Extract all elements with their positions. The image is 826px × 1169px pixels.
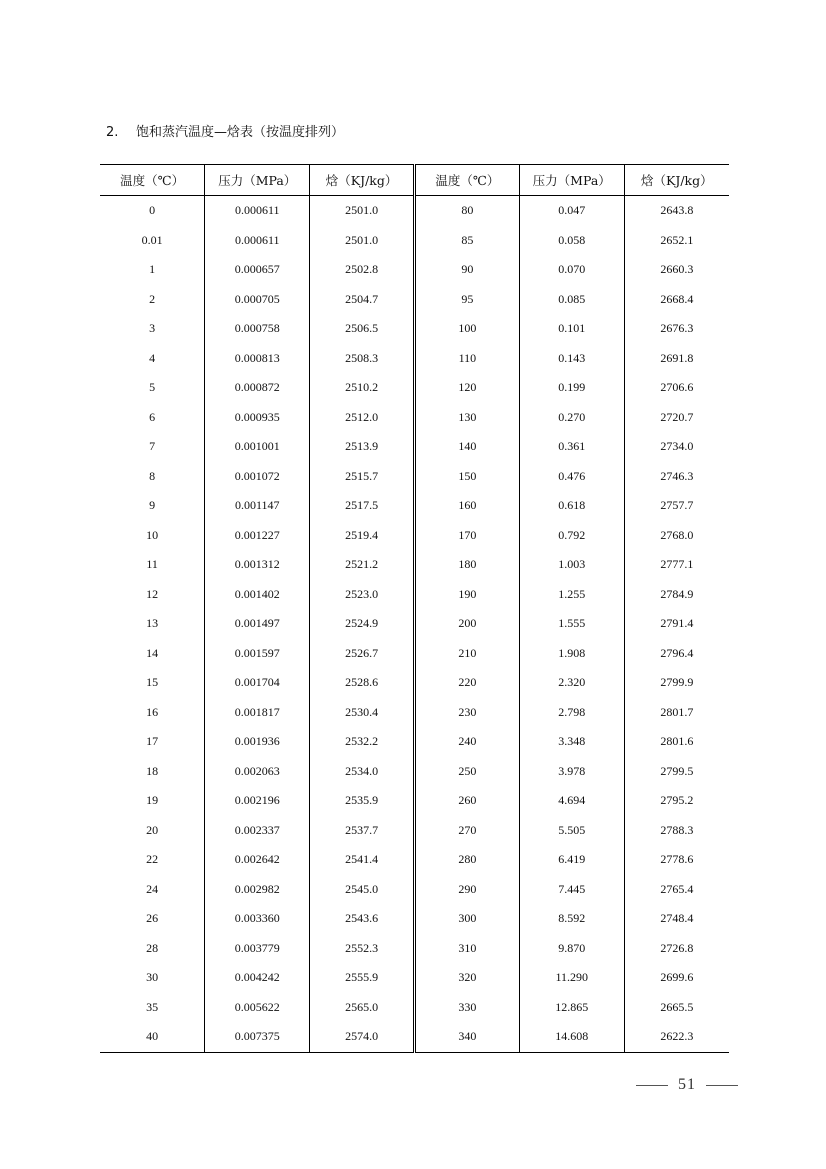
- cell-enthalpy-left: 2501.0: [310, 196, 415, 226]
- cell-enthalpy-left: 2504.7: [310, 285, 415, 315]
- cell-temperature-right: 140: [414, 432, 519, 462]
- cell-pressure-left: 0.001001: [205, 432, 310, 462]
- cell-pressure-left: 0.001704: [205, 668, 310, 698]
- cell-temperature-left: 15: [100, 668, 205, 698]
- cell-enthalpy-left: 2517.5: [310, 491, 415, 521]
- cell-enthalpy-right: 2720.7: [660, 409, 694, 424]
- cell-temperature-left: 22: [100, 845, 205, 875]
- table-row: [100, 639, 729, 669]
- cell-temperature-left: 14: [100, 639, 205, 669]
- cell-enthalpy-right: 2706.6: [660, 380, 694, 395]
- cell-temperature-right: 280: [414, 845, 519, 875]
- cell-pressure-left: 0.001312: [205, 550, 310, 580]
- cell-temperature-right: 100: [414, 314, 519, 344]
- cell-temperature-right: 170: [414, 521, 519, 551]
- cell-temperature-left: 0.01: [100, 226, 205, 256]
- header-pressure-right: 压力（MPa）: [519, 165, 624, 196]
- cell-enthalpy-right: 2757.7: [660, 498, 694, 513]
- table-row: [100, 1022, 729, 1052]
- cell-pressure-right: 9.870: [519, 934, 624, 964]
- table-row: [100, 403, 729, 433]
- cell-enthalpy-left: 2534.0: [310, 757, 415, 787]
- cell-temperature-right: 340: [414, 1022, 519, 1052]
- cell-pressure-left: 0.002642: [205, 845, 310, 875]
- cell-enthalpy-right: 2699.6: [660, 970, 694, 985]
- cell-temperature-left: 11: [100, 550, 205, 580]
- header-enthalpy-left: 焓（KJ/kg）: [310, 165, 415, 196]
- cell-pressure-right: 11.290: [519, 963, 624, 993]
- cell-temperature-left: 40: [100, 1022, 205, 1052]
- header-enthalpy-right: 焓（KJ/kg）: [624, 165, 729, 196]
- cell-enthalpy-right: 2665.5: [660, 999, 694, 1014]
- cell-temperature-left: 30: [100, 963, 205, 993]
- cell-pressure-left: 0.004242: [205, 963, 310, 993]
- cell-temperature-right: 230: [414, 698, 519, 728]
- cell-enthalpy-left: 2506.5: [310, 314, 415, 344]
- cell-temperature-left: 4: [100, 344, 205, 374]
- cell-temperature-right: 260: [414, 786, 519, 816]
- cell-pressure-right: 3.978: [519, 757, 624, 787]
- cell-temperature-right: 330: [414, 993, 519, 1023]
- cell-enthalpy-left: 2545.0: [310, 875, 415, 905]
- table-row: [100, 432, 729, 462]
- cell-enthalpy-right: 2778.6: [660, 852, 694, 867]
- table-row: [100, 344, 729, 374]
- cell-pressure-right: 8.592: [519, 904, 624, 934]
- cell-enthalpy-left: 2510.2: [310, 373, 415, 403]
- cell-temperature-right: 130: [414, 403, 519, 433]
- cell-enthalpy-right: 2765.4: [660, 881, 694, 896]
- cell-enthalpy-left: 2555.9: [310, 963, 415, 993]
- cell-temperature-left: 28: [100, 934, 205, 964]
- cell-pressure-right: 0.361: [519, 432, 624, 462]
- table-row: [100, 904, 729, 934]
- cell-pressure-left: 0.003360: [205, 904, 310, 934]
- cell-enthalpy-left: 2537.7: [310, 816, 415, 846]
- footer-dash-right: [706, 1085, 738, 1086]
- cell-pressure-left: 0.005622: [205, 993, 310, 1023]
- table-row: [100, 580, 729, 610]
- cell-enthalpy-left: 2543.6: [310, 904, 415, 934]
- cell-temperature-right: 80: [414, 196, 519, 226]
- cell-temperature-right: 210: [414, 639, 519, 669]
- cell-temperature-right: 160: [414, 491, 519, 521]
- cell-temperature-left: 3: [100, 314, 205, 344]
- cell-pressure-right: 0.047: [519, 196, 624, 226]
- cell-enthalpy-right: 2643.8: [660, 203, 694, 218]
- cell-enthalpy-right: 2796.4: [660, 645, 694, 660]
- cell-pressure-left: 0.000813: [205, 344, 310, 374]
- cell-temperature-left: 35: [100, 993, 205, 1023]
- table-row: [100, 285, 729, 315]
- cell-enthalpy-right: 2726.8: [660, 940, 694, 955]
- cell-temperature-left: 12: [100, 580, 205, 610]
- cell-pressure-left: 0.000935: [205, 403, 310, 433]
- cell-temperature-left: 20: [100, 816, 205, 846]
- cell-pressure-left: 0.001072: [205, 462, 310, 492]
- cell-pressure-right: 7.445: [519, 875, 624, 905]
- page-footer: [626, 1076, 748, 1094]
- cell-enthalpy-left: 2512.0: [310, 403, 415, 433]
- cell-temperature-right: 85: [414, 226, 519, 256]
- table-row: [100, 963, 729, 993]
- cell-temperature-right: 90: [414, 255, 519, 285]
- cell-temperature-left: 17: [100, 727, 205, 757]
- cell-enthalpy-left: 2508.3: [310, 344, 415, 374]
- cell-enthalpy-right: 2734.0: [660, 439, 694, 454]
- cell-pressure-right: 0.476: [519, 462, 624, 492]
- section-number: 2.: [106, 125, 119, 140]
- table-row: [100, 550, 729, 580]
- cell-pressure-left: 0.001227: [205, 521, 310, 551]
- cell-enthalpy-right: 2622.3: [660, 1029, 694, 1044]
- cell-pressure-right: 0.792: [519, 521, 624, 551]
- cell-temperature-right: 250: [414, 757, 519, 787]
- cell-pressure-left: 0.000705: [205, 285, 310, 315]
- cell-temperature-left: 1: [100, 255, 205, 285]
- cell-enthalpy-right: 2801.7: [660, 704, 694, 719]
- cell-pressure-left: 0.000872: [205, 373, 310, 403]
- cell-pressure-right: 0.085: [519, 285, 624, 315]
- table-row: [100, 757, 729, 787]
- header-pressure-left: 压力（MPa）: [205, 165, 310, 196]
- cell-enthalpy-right: 2676.3: [660, 321, 694, 336]
- table-row: [100, 462, 729, 492]
- cell-enthalpy-right: 2660.3: [660, 262, 694, 277]
- cell-pressure-left: 0.000657: [205, 255, 310, 285]
- cell-enthalpy-right: 2652.1: [660, 232, 694, 247]
- cell-pressure-right: 1.003: [519, 550, 624, 580]
- table-row: [100, 845, 729, 875]
- cell-pressure-left: 0.000611: [205, 196, 310, 226]
- table-body: [100, 196, 729, 1053]
- cell-enthalpy-left: 2532.2: [310, 727, 415, 757]
- table-row: [100, 875, 729, 905]
- cell-temperature-right: 220: [414, 668, 519, 698]
- cell-temperature-right: 200: [414, 609, 519, 639]
- cell-pressure-right: 0.199: [519, 373, 624, 403]
- cell-temperature-right: 240: [414, 727, 519, 757]
- cell-pressure-left: 0.002337: [205, 816, 310, 846]
- cell-temperature-left: 19: [100, 786, 205, 816]
- cell-enthalpy-left: 2574.0: [310, 1022, 415, 1052]
- cell-temperature-right: 270: [414, 816, 519, 846]
- cell-enthalpy-right: 2799.9: [660, 675, 694, 690]
- cell-enthalpy-right: 2768.0: [660, 527, 694, 542]
- cell-temperature-right: 290: [414, 875, 519, 905]
- cell-enthalpy-left: 2552.3: [310, 934, 415, 964]
- cell-pressure-left: 0.000758: [205, 314, 310, 344]
- cell-pressure-right: 3.348: [519, 727, 624, 757]
- cell-enthalpy-left: 2530.4: [310, 698, 415, 728]
- footer-dash-left: [636, 1085, 668, 1086]
- cell-temperature-right: 300: [414, 904, 519, 934]
- table-row: [100, 314, 729, 344]
- header-temperature-right: 温度（℃）: [414, 165, 519, 196]
- cell-pressure-right: 2.320: [519, 668, 624, 698]
- cell-temperature-right: 190: [414, 580, 519, 610]
- cell-pressure-left: 0.001497: [205, 609, 310, 639]
- table-row: [100, 226, 729, 256]
- cell-pressure-right: 4.694: [519, 786, 624, 816]
- cell-temperature-right: 95: [414, 285, 519, 315]
- cell-pressure-left: 0.002196: [205, 786, 310, 816]
- cell-temperature-left: 7: [100, 432, 205, 462]
- cell-enthalpy-left: 2513.9: [310, 432, 415, 462]
- cell-temperature-left: 26: [100, 904, 205, 934]
- cell-temperature-right: 310: [414, 934, 519, 964]
- cell-enthalpy-left: 2515.7: [310, 462, 415, 492]
- cell-enthalpy-left: 2526.7: [310, 639, 415, 669]
- table-row: [100, 816, 729, 846]
- cell-pressure-left: 0.001147: [205, 491, 310, 521]
- cell-temperature-right: 150: [414, 462, 519, 492]
- table-row: [100, 196, 729, 226]
- cell-temperature-left: 9: [100, 491, 205, 521]
- cell-enthalpy-left: 2521.2: [310, 550, 415, 580]
- cell-temperature-left: 13: [100, 609, 205, 639]
- cell-enthalpy-left: 2541.4: [310, 845, 415, 875]
- cell-enthalpy-right: 2795.2: [660, 793, 694, 808]
- cell-temperature-left: 0: [100, 196, 205, 226]
- cell-temperature-left: 24: [100, 875, 205, 905]
- cell-pressure-right: 0.270: [519, 403, 624, 433]
- cell-temperature-left: 16: [100, 698, 205, 728]
- table-row: [100, 373, 729, 403]
- table-row: [100, 491, 729, 521]
- cell-enthalpy-left: 2523.0: [310, 580, 415, 610]
- cell-enthalpy-right: 2777.1: [660, 557, 694, 572]
- saturated-steam-table: [100, 164, 729, 1053]
- cell-pressure-right: 2.798: [519, 698, 624, 728]
- section-title: 饱和蒸汽温度—焓表（按温度排列）: [136, 125, 345, 140]
- cell-pressure-right: 0.070: [519, 255, 624, 285]
- cell-pressure-right: 0.101: [519, 314, 624, 344]
- table-row: [100, 609, 729, 639]
- cell-pressure-left: 0.001936: [205, 727, 310, 757]
- cell-enthalpy-left: 2524.9: [310, 609, 415, 639]
- table-row: [100, 521, 729, 551]
- cell-pressure-left: 0.002982: [205, 875, 310, 905]
- cell-pressure-left: 0.007375: [205, 1022, 310, 1052]
- section-heading: [106, 121, 344, 140]
- cell-pressure-right: 1.255: [519, 580, 624, 610]
- cell-pressure-right: 14.608: [519, 1022, 624, 1052]
- cell-pressure-left: 0.001402: [205, 580, 310, 610]
- table-row: [100, 993, 729, 1023]
- cell-temperature-left: 8: [100, 462, 205, 492]
- cell-pressure-right: 12.865: [519, 993, 624, 1023]
- cell-pressure-left: 0.003779: [205, 934, 310, 964]
- table-header-row: [100, 165, 729, 196]
- cell-enthalpy-right: 2746.3: [660, 468, 694, 483]
- cell-pressure-right: 1.908: [519, 639, 624, 669]
- cell-temperature-right: 120: [414, 373, 519, 403]
- cell-enthalpy-left: 2565.0: [310, 993, 415, 1023]
- table-row: [100, 698, 729, 728]
- cell-enthalpy-right: 2791.4: [660, 616, 694, 631]
- cell-pressure-left: 0.001597: [205, 639, 310, 669]
- cell-temperature-left: 6: [100, 403, 205, 433]
- cell-enthalpy-left: 2519.4: [310, 521, 415, 551]
- cell-temperature-left: 18: [100, 757, 205, 787]
- header-temperature-left: 温度（℃）: [100, 165, 205, 196]
- cell-enthalpy-right: 2748.4: [660, 911, 694, 926]
- cell-enthalpy-right: 2801.6: [660, 734, 694, 749]
- cell-pressure-left: 0.001817: [205, 698, 310, 728]
- cell-temperature-left: 10: [100, 521, 205, 551]
- table-row: [100, 934, 729, 964]
- cell-pressure-right: 5.505: [519, 816, 624, 846]
- cell-enthalpy-left: 2528.6: [310, 668, 415, 698]
- cell-enthalpy-right: 2788.3: [660, 822, 694, 837]
- cell-enthalpy-left: 2535.9: [310, 786, 415, 816]
- cell-enthalpy-left: 2501.0: [310, 226, 415, 256]
- cell-enthalpy-right: 2691.8: [660, 350, 694, 365]
- cell-pressure-left: 0.000611: [205, 226, 310, 256]
- cell-pressure-right: 1.555: [519, 609, 624, 639]
- cell-pressure-right: 0.618: [519, 491, 624, 521]
- table-row: [100, 727, 729, 757]
- cell-temperature-left: 2: [100, 285, 205, 315]
- cell-pressure-right: 0.143: [519, 344, 624, 374]
- cell-pressure-right: 6.419: [519, 845, 624, 875]
- cell-enthalpy-right: 2784.9: [660, 586, 694, 601]
- page-number: 51: [678, 1076, 696, 1093]
- cell-pressure-left: 0.002063: [205, 757, 310, 787]
- cell-pressure-right: 0.058: [519, 226, 624, 256]
- cell-temperature-right: 110: [414, 344, 519, 374]
- table-row: [100, 786, 729, 816]
- cell-temperature-right: 320: [414, 963, 519, 993]
- cell-enthalpy-right: 2799.5: [660, 763, 694, 778]
- cell-temperature-right: 180: [414, 550, 519, 580]
- cell-enthalpy-left: 2502.8: [310, 255, 415, 285]
- cell-temperature-left: 5: [100, 373, 205, 403]
- table-row: [100, 255, 729, 285]
- cell-enthalpy-right: 2668.4: [660, 291, 694, 306]
- table-row: [100, 668, 729, 698]
